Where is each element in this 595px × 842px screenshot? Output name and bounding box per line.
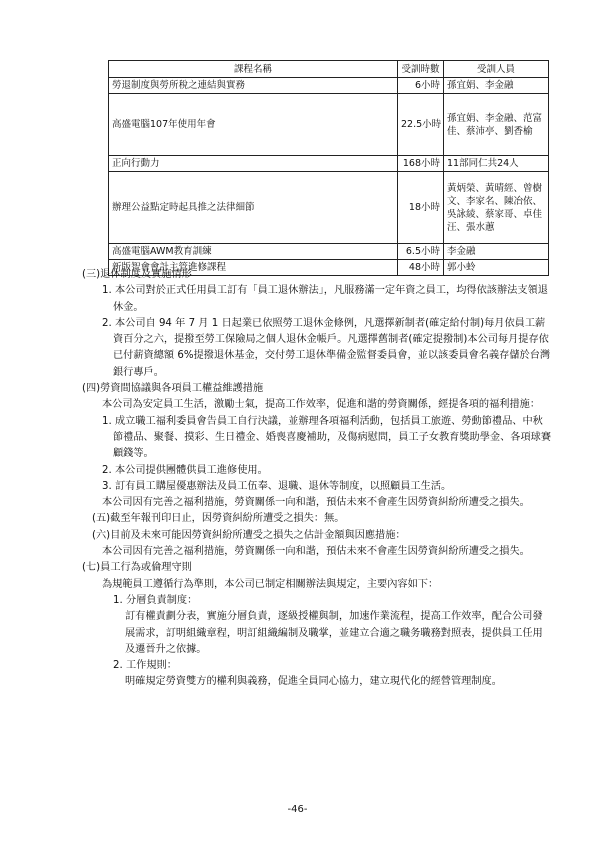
course-name: 高盛電腦107年使用年會 [109, 94, 398, 156]
paragraph: 訂有權責劃分表，實施分層負責，逐級授權與制，加速作業流程，提高工作效率，配合公司發展需求，訂明組織章程，明訂組織編制及職掌，並建立合適之職务職務對照表，提供員工任用及遷晉升之依據。 [125, 611, 543, 655]
subheading: 2. 工作規則： [113, 660, 177, 672]
paragraph: 3. 訂有員工購屋優惠辦法及員工伍奉、退職、退休等制度，以照顧員工生活。 [102, 480, 452, 492]
table-row [109, 78, 549, 94]
table-row [109, 156, 549, 172]
course-hours: 6.5小時 [398, 244, 444, 260]
course-hours: 168小時 [398, 156, 444, 172]
paragraph: 2. 本公司提供團體供員工進修使用。 [102, 464, 268, 476]
course-name: 勞退制度與勞所稅之連結與實務 [109, 78, 398, 94]
course-trainees: 11部同仁共24人 [444, 156, 549, 172]
page-number: -46- [287, 804, 308, 815]
course-hours: 48小時 [398, 260, 444, 276]
course-name: 新版智會會計主管進修課程 [109, 260, 398, 276]
section-heading-code-of-conduct: (七)員工行為或倫理守則 [82, 562, 192, 574]
paragraph: 2. 本公司自 94 年 7 月 1 日起業已依照勞工退休金條例，凡選擇新制者(確定給付制)每月依員工薪資百分之六，提撥至勞工保險局之個人退休金帳戶。凡選擇舊制者(確定提撥制)本公司每月提存依已付薪資總額 6%提撥退休基金，交付勞工退休準備金監督委員會，並以該委員會名義存儲於台灣銀行專戶。 [102, 317, 551, 378]
course-trainees: 李金融 [444, 244, 549, 260]
course-trainees: 郭小蛉 [444, 260, 549, 276]
document-body [82, 267, 552, 691]
course-name: 辦理公益點定時起具推之法律細節 [109, 172, 398, 244]
table-row [109, 244, 549, 260]
subheading: 1. 分層負責制度： [113, 594, 198, 606]
section-heading-retirement: (三)退休制度及實施情形 [82, 269, 192, 280]
course-trainees: 孫宜娟、李金融、范富佳、蔡沛亭、劉香榆 [444, 94, 549, 156]
paragraph: 本公司為安定員工生活，激勵士氣，提高工作效率，促進和諧的勞資關係，經提各項的福利措施： [102, 399, 541, 411]
table-header-row [109, 61, 549, 78]
section-heading-labor-relations: (四)勞資間協議與各項員工權益維護措施 [82, 383, 264, 395]
paragraph: 明確規定勞資雙方的權利與義務，促進全員同心協力，建立現代化的經營管理制度。 [125, 676, 502, 688]
course-hours: 22.5小時 [398, 94, 444, 156]
header-course-name: 課程名稱 [109, 61, 398, 78]
course-hours: 18小時 [398, 172, 444, 244]
table-row [109, 172, 549, 244]
section-heading-losses: (五)截至年報刊印日止，因勞資糾紛所遭受之損失：無。 [92, 513, 345, 525]
paragraph: 1. 本公司對於正式任用員工訂有「員工退休辦法」，凡服務滿一定年資之員工，均得依該辦法支領退休金。 [102, 285, 548, 313]
paragraph: 本公司因有完善之福利措施，勞資關係一向和諧，預估未來不會產生因勞資糾紛所遭受之損失。 [102, 497, 530, 509]
training-table [108, 60, 549, 276]
course-hours: 6小時 [398, 78, 444, 94]
section-heading-estimate: (六)目前及未來可能因勞資糾紛所遭受之損失之估計金額與因應措施： [92, 529, 406, 541]
header-hours: 受訓時數 [398, 61, 444, 78]
table-row [109, 94, 549, 156]
course-trainees: 黃炳榮、黃晴經、曾樹文、李家名、陳冶依、吳詠綾、蔡家哥、卓佳汪、張水蕙 [444, 172, 549, 244]
paragraph: 1. 成立職工福利委員會告員工自行決議，並辦理各項福利活動，包括員工旅遊、勞動節禮品、中秋節禮品、聚餐、摸彩、生日禮金、婚喪喜慶補助，及傷病慰問，員工子女教育獎助學金、各項球賽顧錢等。 [102, 415, 552, 460]
paragraph: 為規範員工遵循行為準則，本公司已制定相關辦法與規定，主要內容如下： [102, 578, 439, 590]
course-name: 正向行動力 [109, 156, 398, 172]
header-trainees: 受訓人員 [444, 61, 549, 78]
course-trainees: 孫宜娟、李金融 [444, 78, 549, 94]
paragraph: 本公司因有完善之福利措施，勞資關係一向和諧，預估未來不會產生因勞資糾紛所遭受之損失。 [102, 546, 530, 558]
course-name: 高盛電腦AWM教育訓練 [109, 244, 398, 260]
